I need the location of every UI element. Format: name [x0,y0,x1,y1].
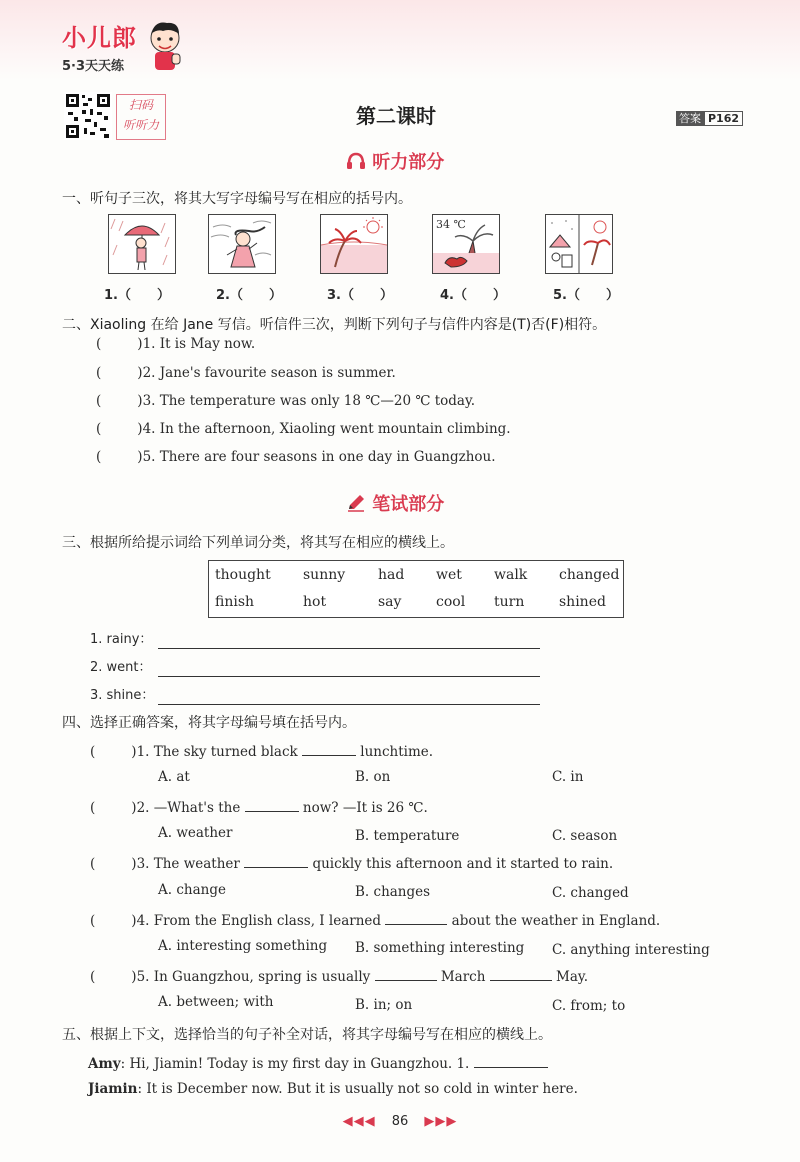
answer-bracket[interactable]: ( [90,913,96,929]
brand-subtitle: 5·3天天练 [62,59,125,74]
picture-1-answer[interactable]: 1.（ ） [104,288,170,303]
mc-option[interactable]: A. at [158,769,190,785]
fill-blank[interactable] [244,853,308,868]
classify-prompt-rainy: 1. rainy： [90,632,153,647]
scan-line-2: 听听力 [122,118,159,132]
mc-option[interactable]: C. anything interesting [552,942,710,958]
mc-stem: 5. In Guangzhou, spring is usually [136,969,371,985]
word-bank-item: turn [494,594,525,610]
word-bank-item: finish [215,594,255,610]
answer-bracket[interactable]: ( [96,393,102,409]
mc-option[interactable]: B. changes [355,884,431,900]
answer-label: 答案 [676,111,704,126]
picture-2-windy-girl [208,214,276,274]
scan-line-1: 扫码 [128,98,153,112]
answer-bracket[interactable]: ( [96,421,102,437]
mc-option[interactable]: C. in [552,769,584,785]
mc-stem: 4. From the English class, I learned [136,913,382,929]
fill-blank[interactable] [474,1053,548,1068]
mc-option[interactable]: A. between; with [158,994,274,1010]
classify-answer-line[interactable] [158,676,540,677]
word-bank-item: cool [436,594,466,610]
mc-stem: March [440,969,486,985]
word-bank-item: hot [303,594,327,610]
tf-item: ( )2. Jane's favourite season is summer. [96,365,396,381]
speaker-name: Jiamin [88,1081,138,1097]
q1-instruction: 一、听句子三次，将其大写字母编号写在相应的括号内。 [62,191,412,207]
tf-item-text: 3. The temperature was only 18 ℃—20 ℃ today. [142,393,476,409]
answer-bracket[interactable]: ( [90,800,96,816]
picture-4-hot-desert [432,214,500,274]
answer-bracket[interactable]: ( [90,969,96,985]
q3-instruction: 三、根据所给提示词给下列单词分类，将其写在相应的横线上。 [62,535,454,551]
mc-stem: 2. —What's the [136,800,241,816]
word-bank-item: sunny [303,567,346,583]
answer-bracket[interactable]: ( [96,336,102,352]
mc-stem: 1. The sky turned black [136,744,298,760]
tf-item-text: 1. It is May now. [142,336,256,352]
brand-logo [62,18,137,74]
mc-question: ( )4. From the English class, I learned about the weather in England. [90,910,660,929]
mc-option[interactable]: A. change [158,882,226,898]
answer-bracket[interactable]: ( [90,744,96,760]
qr-code-icon[interactable] [64,92,112,140]
classify-prompt-went: 2. went： [90,660,152,675]
answer-bracket[interactable]: ( [96,365,102,381]
tf-item: ( )3. The temperature was only 18 ℃—20 ℃ today. [96,393,476,409]
picture-4-answer[interactable]: 4.（ ） [440,288,506,303]
tf-item-text: 5. There are four seasons in one day in Guangzhou. [142,449,496,465]
picture-5-answer[interactable]: 5.（ ） [553,288,619,303]
tf-item-text: 4. In the afternoon, Xiaoling went mountain climbing. [142,421,511,437]
mc-stem: about the weather in England. [451,913,661,929]
listening-heading [346,148,444,174]
dialogue-line [88,1081,578,1097]
q4-instruction: 四、选择正确答案，将其字母编号填在括号内。 [62,715,356,731]
mc-option[interactable]: C. from; to [552,998,626,1014]
picture-2-answer[interactable]: 2.（ ） [216,288,282,303]
word-bank-item: walk [494,567,528,583]
fill-blank[interactable] [302,741,356,756]
mc-stem: 3. The weather [136,856,240,872]
answer-page: P162 [704,111,743,126]
tf-item: ( )1. It is May now. [96,336,256,352]
mc-stem: lunchtime. [360,744,434,760]
mc-question: ( )2. —What's the now? —It is 26 ℃. [90,797,428,816]
writing-heading-text: 笔试部分 [372,494,445,515]
mc-question: ( )3. The weather quickly this afternoon and it started to rain. [90,853,613,872]
fill-blank[interactable] [490,966,552,981]
word-bank-item: had [378,567,405,583]
word-bank-item: shined [559,594,606,610]
brand-title: 小儿郎 [62,24,137,52]
mc-option[interactable]: B. temperature [355,828,460,844]
mc-option[interactable]: A. interesting something [158,938,328,954]
listening-heading-text: 听力部分 [372,152,445,173]
speaker-name: Amy [88,1056,121,1072]
answer-bracket[interactable]: ( [90,856,96,872]
right-arrows-icon: ▶▶▶ [424,1114,458,1129]
picture-4-temperature: 34 ℃ [436,218,466,231]
mc-option[interactable]: A. weather [158,825,233,841]
mc-option[interactable]: C. changed [552,885,629,901]
picture-3-sunny-beach [320,214,388,274]
headphones-icon [346,152,366,170]
writing-heading [346,490,444,516]
mc-option[interactable]: B. in; on [355,997,413,1013]
dialogue-text: : It is December now. But it is usually not so cold in winter here. [137,1081,578,1097]
fill-blank[interactable] [375,966,437,981]
mc-option[interactable]: B. on [355,769,391,785]
pencil-icon [346,494,366,512]
word-bank-item: thought [215,567,271,583]
page-title: 第二课时 [356,104,436,128]
word-bank-item: say [378,594,402,610]
fill-blank[interactable] [245,797,299,812]
classify-prompt-shine: 3. shine： [90,688,155,703]
page-footer [0,1114,800,1129]
mascot-icon [145,20,185,72]
page-number: 86 [391,1114,409,1129]
dialogue-line [88,1053,548,1072]
mc-question: ( )1. The sky turned black lunchtime. [90,741,433,760]
answer-bracket[interactable]: ( [96,449,102,465]
fill-blank[interactable] [385,910,447,925]
picture-1-rainy-umbrella [108,214,176,274]
mc-question: ( )5. In Guangzhou, spring is usually March May. [90,966,588,985]
mc-stem: now? —It is 26 ℃. [302,800,428,816]
dialogue-text: : Hi, Jiamin! Today is my first day in Guangzhou. 1. [120,1056,470,1072]
scan-listen-label [116,94,166,140]
tf-item: ( )4. In the afternoon, Xiaoling went mountain climbing. [96,421,511,437]
picture-5-four-seasons [545,214,613,274]
word-bank [208,560,624,618]
mc-option[interactable]: B. something interesting [355,940,525,956]
word-bank-item: wet [436,567,462,583]
answer-reference [676,110,743,126]
left-arrows-icon: ◀◀◀ [342,1114,376,1129]
q5-instruction: 五、根据上下文，选择恰当的句子补全对话，将其字母编号写在相应的横线上。 [62,1027,552,1043]
classify-answer-line[interactable] [158,704,540,705]
classify-answer-line[interactable] [158,648,540,649]
word-bank-item: changed [559,567,620,583]
mc-option[interactable]: C. season [552,828,618,844]
q2-instruction: 二、Xiaoling 在给 Jane 写信。听信件三次，判断下列句子与信件内容是(T)否(F)相符。 [62,317,607,333]
tf-item-text: 2. Jane's favourite season is summer. [142,365,396,381]
tf-item: ( )5. There are four seasons in one day in Guangzhou. [96,449,496,465]
mc-stem: May. [556,969,589,985]
picture-3-answer[interactable]: 3.（ ） [327,288,393,303]
mc-stem: quickly this afternoon and it started to rain. [312,856,614,872]
